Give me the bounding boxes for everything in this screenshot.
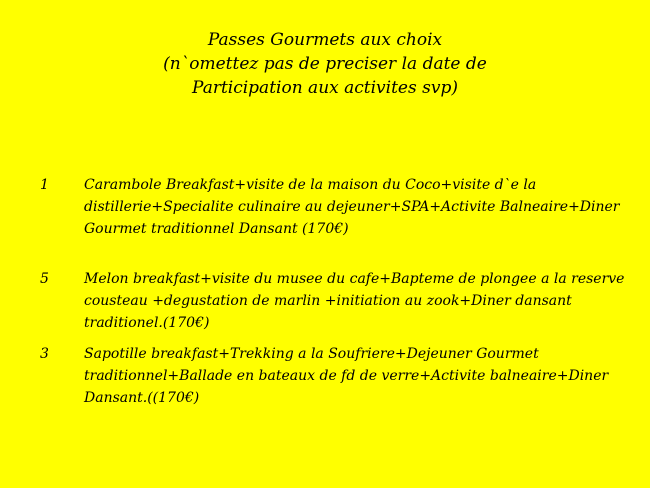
title-line-3: Participation aux activites svp) [192,78,458,98]
item-text: Melon breakfast+visite du musee du cafe+Bapteme de plongee a la reserve cousteau +degustation de marlin +initiation au zook+Diner dansant traditionel.(170€) [84,271,625,331]
item-number: 5 [40,271,49,287]
title-line-2: (n`omettez pas de preciser la date de [163,54,487,74]
item-text: Carambole Breakfast+visite de la maison du Coco+visite d`e la distillerie+Specialite culinaire au dejeuner+SPA+Activite Balneaire+Diner Gourmet traditionnel Dansant (170€) [84,177,620,237]
item-number: 3 [40,346,49,362]
slide-title [0,28,650,100]
title-line-1: Passes Gourmets aux choix [207,30,443,50]
item-number: 1 [40,177,49,193]
item-text: Sapotille breakfast+Trekking a la Soufriere+Dejeuner Gourmet traditionnel+Ballade en bateaux de fd de verre+Activite balneaire+Diner Dansant.((170€) [84,346,609,406]
